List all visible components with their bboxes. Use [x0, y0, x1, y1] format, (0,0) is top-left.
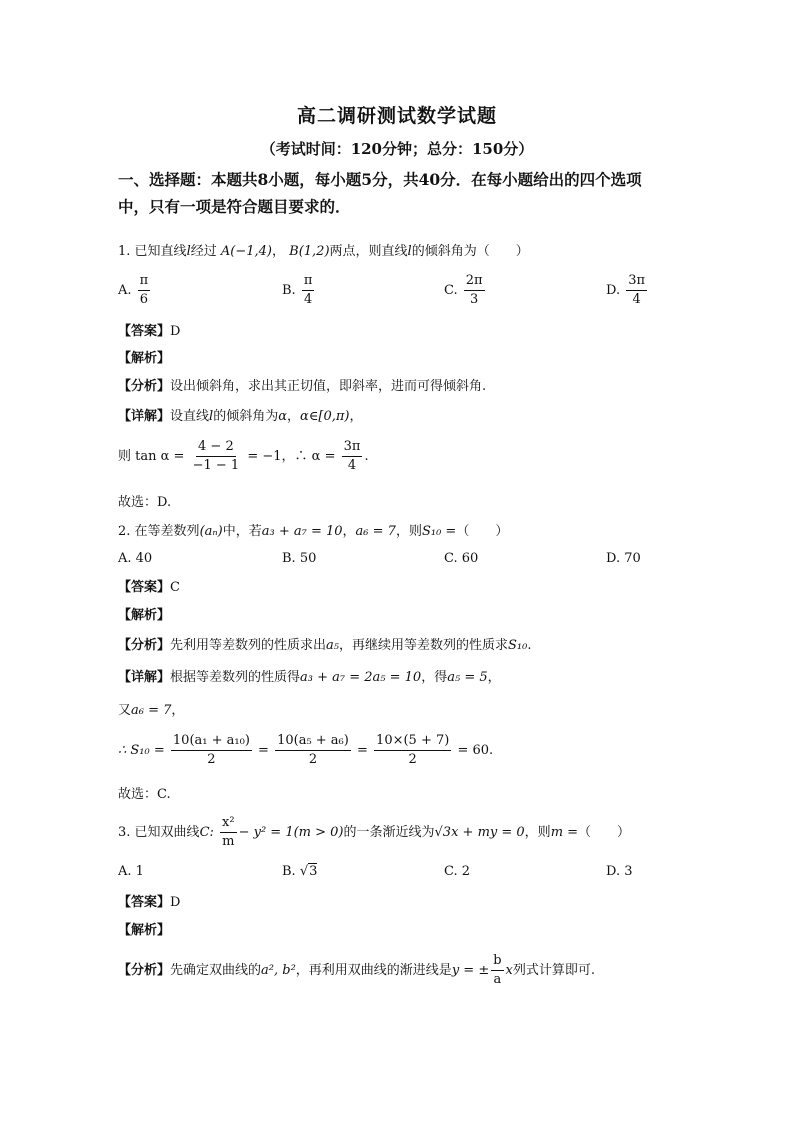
frac-den: m: [222, 834, 235, 849]
frac-den: 2: [308, 752, 318, 767]
q1-choice: [118, 491, 171, 510]
option-letter: D.: [606, 864, 621, 879]
q1-fenxi: [118, 375, 486, 394]
xj-comma: ，: [487, 670, 501, 685]
question-number: 3.: [118, 825, 131, 840]
frac-den: 3: [470, 292, 479, 307]
option-letter: C.: [444, 283, 458, 298]
question-1-stem: [118, 240, 529, 259]
equals: =: [258, 743, 269, 758]
frac-num: x²: [220, 814, 237, 833]
option-letter: B.: [282, 283, 296, 298]
frac-den: 6: [139, 292, 149, 307]
fenxi-text-b: ，再利用双曲线的渐进线是: [295, 963, 452, 978]
option-letter: A.: [118, 283, 132, 298]
q1-text-a: 已知直线: [134, 244, 187, 259]
alpha: α: [278, 409, 287, 424]
xj-text-b: 的倾斜角为: [213, 409, 279, 424]
fenxi-text: 设出倾斜角，求出其正切值，即斜率，进而可得倾斜角.: [170, 379, 487, 394]
analysis-label: 【解析】: [118, 351, 171, 366]
sequence: (aₙ): [199, 524, 223, 539]
curve-c: C:: [199, 825, 214, 840]
fenxi-text-a: 先确定双曲线的: [170, 963, 262, 978]
q1-option-a[interactable]: [118, 272, 152, 309]
angle-fraction: [342, 438, 363, 475]
hyperbola-equation: − y² = 1(m > 0): [238, 825, 344, 840]
fenxi-label: 【分析】: [118, 379, 171, 394]
frac-num: 3π: [626, 272, 647, 291]
frac-num: 10(a₁ + a₁₀): [171, 732, 252, 751]
fenxi-label: 【分析】: [118, 638, 171, 653]
option-value: 2: [461, 864, 471, 879]
q2-option-b[interactable]: B. 50: [282, 551, 317, 566]
q2-choice: [118, 783, 171, 802]
answer-label: 【答案】: [118, 324, 171, 339]
q2-analysis-label: [118, 604, 170, 623]
again-comma: ，: [171, 703, 185, 718]
equals-2: =: [357, 743, 368, 758]
question-2-stem: [118, 520, 508, 539]
frac-num: 10(a₅ + a₆): [275, 732, 351, 751]
sum-result: = 60: [457, 743, 490, 758]
frac-num: 10×(5 + 7): [374, 732, 451, 751]
sum-fraction-2: [275, 732, 351, 769]
calc-prefix: 则: [118, 449, 132, 464]
xj-comma: ，: [287, 409, 301, 424]
frac-num: π: [138, 272, 151, 291]
sum-prefix: ∴ S₁₀ =: [118, 743, 165, 758]
target-sum: S₁₀ =: [421, 524, 457, 539]
q2-sum-calculation: [118, 732, 493, 769]
option-letter: C.: [444, 864, 458, 879]
frac-den: 4: [347, 458, 357, 473]
condition-1: a₃ + a₇ = 10: [261, 524, 343, 539]
q2-again: [118, 699, 184, 718]
q1-analysis-label: [118, 347, 170, 366]
point-b: B(1,2): [289, 244, 330, 259]
q3-analysis-label: [118, 919, 170, 938]
option-fraction: [626, 272, 647, 309]
var-l: l: [186, 244, 191, 259]
q1-option-b[interactable]: [282, 272, 316, 309]
choice-value: C.: [157, 787, 171, 802]
xj-text-b: ，得: [421, 670, 448, 685]
q3-fenxi: [118, 952, 595, 989]
q3-text-d: （ ）: [578, 825, 631, 840]
q1-text-b: 经过: [190, 244, 217, 259]
question-number: 1.: [118, 244, 131, 259]
var-x: x: [505, 963, 513, 978]
q3-answer: [118, 891, 180, 910]
tan-alpha: tan α =: [135, 449, 185, 464]
fenxi-label: 【分析】: [118, 963, 171, 978]
period: .: [527, 638, 532, 653]
property-equation: a₃ + a₇ = 2a₅ = 10: [300, 670, 422, 685]
answer-value: C: [170, 580, 180, 595]
a6-value: a₆ = 7: [131, 703, 172, 718]
sum-fraction-3: [374, 732, 451, 769]
xiangjie-label: 【详解】: [118, 409, 171, 424]
frac-num: b: [491, 952, 503, 971]
q1-option-c[interactable]: [444, 272, 487, 309]
option-letter: D.: [606, 283, 621, 298]
b-over-a: [491, 952, 503, 989]
option-fraction: [138, 272, 151, 309]
q2-option-a[interactable]: A. 40: [118, 551, 153, 566]
option-fraction: [464, 272, 485, 309]
q1-text-c: 两点，则直线: [329, 244, 408, 259]
xj-comma-2: ，: [349, 409, 363, 424]
q3-text-b: 的一条渐近线为: [343, 825, 435, 840]
frac-den: a: [493, 972, 502, 987]
question-number: 2.: [118, 524, 131, 539]
frac-num: 4 − 2: [196, 438, 236, 457]
frac-den: 4: [303, 292, 313, 307]
q1-comma: ，: [272, 244, 286, 259]
fenxi-text-a: 先利用等差数列的性质求出: [170, 638, 327, 653]
section-heading-line2: 中，只有一项是符合题目要求的．: [118, 197, 351, 216]
xiangjie-label: 【详解】: [118, 670, 171, 685]
analysis-label: 【解析】: [118, 923, 171, 938]
period: .: [489, 743, 494, 758]
q3-option-d[interactable]: [606, 864, 633, 879]
q1-xiangjie: [118, 405, 363, 424]
a-b-squared: a², b²: [261, 963, 296, 978]
exam-info: （考试时间：120分钟；总分：150分）: [260, 140, 534, 158]
therefore-alpha: ，∴ α =: [281, 449, 336, 464]
period: .: [364, 449, 369, 464]
q1-text-d: 的倾斜角为（ ）: [411, 244, 529, 259]
section-heading-line1: 一、选择题：本题共8小题，每小题5分，共40分．在每小题给出的四个选项: [118, 170, 642, 189]
option-letter: B.: [282, 864, 296, 879]
q2-xiangjie: [118, 666, 501, 685]
m-equals: m =: [550, 825, 579, 840]
q2-text-d: （ ）: [456, 524, 509, 539]
page-title: 高二调研测试数学试题: [296, 105, 497, 127]
option-fraction: [302, 272, 315, 309]
q2-text-c: ，则: [395, 524, 422, 539]
sqrt-three: √3: [434, 825, 452, 840]
answer-value: D: [170, 324, 181, 339]
q3-text-a: 已知双曲线: [134, 825, 200, 840]
answer-label: 【答案】: [118, 895, 171, 910]
q2-comma: ，: [342, 524, 356, 539]
a5-value: a₅ = 5: [447, 670, 488, 685]
point-a: A(−1,4): [220, 244, 272, 259]
again-text: 又: [118, 703, 132, 718]
q1-answer: [118, 320, 180, 339]
condition-2: a₆ = 7: [355, 524, 396, 539]
frac-num: 3π: [342, 438, 363, 457]
q1-calculation: [118, 438, 369, 475]
q3-option-b[interactable]: [282, 864, 317, 879]
question-3-stem: [118, 814, 630, 851]
fenxi-text-b: ，再继续用等差数列的性质求: [339, 638, 509, 653]
slope-result: = −1: [247, 449, 282, 464]
option-value: 3: [624, 864, 633, 879]
frac-den: 2: [408, 752, 417, 767]
frac-den: 2: [207, 752, 216, 767]
q3-option-c[interactable]: [444, 864, 470, 879]
choice-value: D.: [157, 495, 172, 510]
frac-den: −1 − 1: [192, 458, 240, 473]
frac-den: 4: [632, 292, 641, 307]
xj-text-a: 设直线: [170, 409, 210, 424]
option-value: 3: [309, 864, 318, 879]
choice-label: 故选：: [118, 495, 158, 510]
asymptote-equation: x + my = 0: [451, 825, 525, 840]
sum-fraction-1: [171, 732, 252, 769]
q2-text-b: 中，若: [222, 524, 262, 539]
var-l-2: l: [407, 244, 412, 259]
frac-num: π: [302, 272, 315, 291]
q2-answer: [118, 576, 180, 595]
option-letter: A.: [118, 864, 132, 879]
q2-fenxi: [118, 634, 532, 653]
slope-fraction: [191, 438, 242, 475]
asymptote-y: y = ±: [451, 963, 490, 978]
fenxi-text-c: 列式计算即可.: [512, 963, 596, 978]
sqrt-symbol: √: [299, 864, 309, 879]
s10: S₁₀: [508, 638, 528, 653]
analysis-label: 【解析】: [118, 608, 171, 623]
q3-text-c: ，则: [524, 825, 551, 840]
hyperbola-fraction: [220, 814, 237, 851]
a5: a₅: [326, 638, 339, 653]
answer-value: D: [170, 895, 181, 910]
choice-label: 故选：: [118, 787, 158, 802]
q2-option-c[interactable]: C. 60: [444, 551, 479, 566]
answer-label: 【答案】: [118, 580, 171, 595]
alpha-range: α∈[0,π): [300, 409, 350, 424]
q2-option-d[interactable]: D. 70: [606, 551, 641, 566]
q2-text-a: 在等差数列: [134, 524, 200, 539]
q3-option-a[interactable]: [118, 864, 144, 879]
xj-text-a: 根据等差数列的性质得: [170, 670, 301, 685]
frac-num: 2π: [464, 272, 485, 291]
q1-option-d[interactable]: [606, 272, 649, 309]
option-value: 1: [135, 864, 144, 879]
var-l-3: l: [209, 409, 214, 424]
